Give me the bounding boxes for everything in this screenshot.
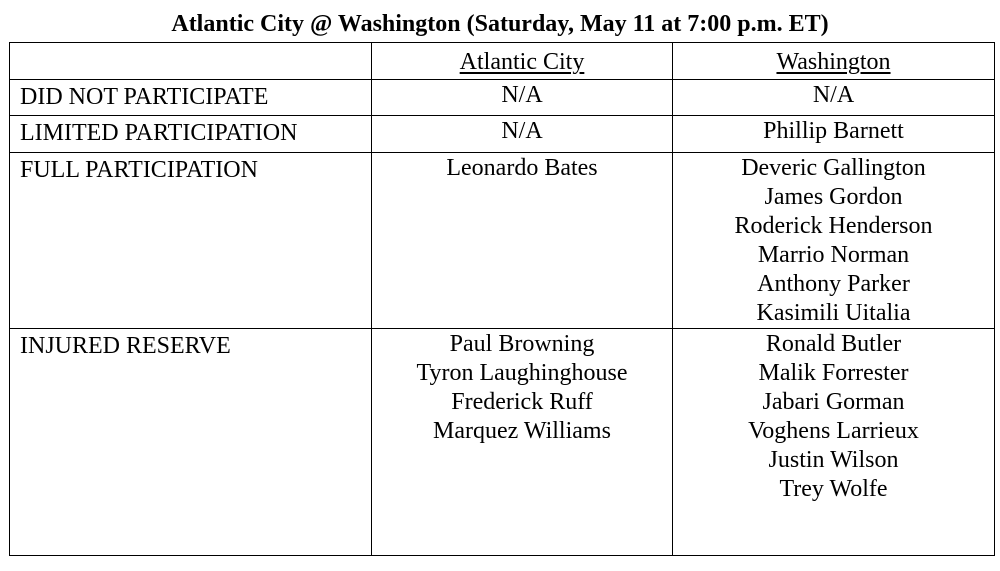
list-item: Paul Browning — [449, 331, 595, 357]
atlantic-city-cell — [372, 329, 673, 556]
list-item: N/A — [501, 82, 543, 108]
player-list — [673, 329, 994, 504]
column-header-washington — [673, 43, 995, 80]
report-title: Atlantic City @ Washington (Saturday, May 11 at 7:00 p.m. ET) — [171, 11, 829, 37]
list-item: Tyron Laughinghouse — [416, 360, 628, 386]
list-item: N/A — [812, 82, 855, 108]
table-row-injured-reserve — [10, 329, 995, 556]
player-list — [372, 80, 672, 110]
list-item: Anthony Parker — [757, 271, 910, 297]
player-list — [673, 80, 994, 110]
injury-report-table — [9, 42, 995, 556]
atlantic-city-cell — [372, 153, 673, 329]
list-item: N/A — [501, 118, 543, 144]
column-header-label: Washington — [776, 49, 891, 75]
washington-cell — [673, 329, 995, 556]
status-label: FULL PARTICIPATION — [10, 153, 372, 329]
list-item: Leonardo Bates — [446, 155, 598, 181]
list-item: Phillip Barnett — [763, 118, 904, 144]
player-list — [372, 153, 672, 183]
status-label: INJURED RESERVE — [10, 329, 372, 556]
list-item: Marquez Williams — [433, 418, 611, 444]
washington-cell — [673, 153, 995, 329]
player-list — [673, 153, 994, 328]
status-column-header — [10, 43, 372, 80]
column-header-atlantic-city — [372, 43, 673, 80]
list-item: Trey Wolfe — [779, 476, 888, 502]
table-header-row — [10, 43, 995, 80]
list-item: Jabari Gorman — [762, 389, 905, 415]
washington-cell — [673, 80, 995, 116]
list-item: Deveric Gallington — [741, 155, 926, 181]
list-item: Malik Forrester — [758, 360, 909, 386]
list-item: Frederick Ruff — [451, 389, 593, 415]
list-item: Justin Wilson — [768, 447, 899, 473]
list-item: Ronald Butler — [765, 331, 902, 357]
player-list — [673, 116, 994, 146]
player-list — [372, 116, 672, 146]
list-item: Roderick Henderson — [734, 213, 933, 239]
status-label: DID NOT PARTICIPATE — [10, 80, 372, 116]
column-header-label: Atlantic City — [459, 49, 585, 75]
list-item: Kasimili Uitalia — [756, 300, 911, 326]
list-item: Marrio Norman — [757, 242, 910, 268]
atlantic-city-cell — [372, 80, 673, 116]
list-item: James Gordon — [764, 184, 903, 210]
table-row-did-not-participate — [10, 80, 995, 116]
status-label: LIMITED PARTICIPATION — [10, 116, 372, 153]
player-list — [372, 329, 672, 446]
list-item: Voghens Larrieux — [748, 418, 919, 444]
table-row-limited-participation — [10, 116, 995, 153]
atlantic-city-cell — [372, 116, 673, 153]
table-row-full-participation — [10, 153, 995, 329]
washington-cell — [673, 116, 995, 153]
